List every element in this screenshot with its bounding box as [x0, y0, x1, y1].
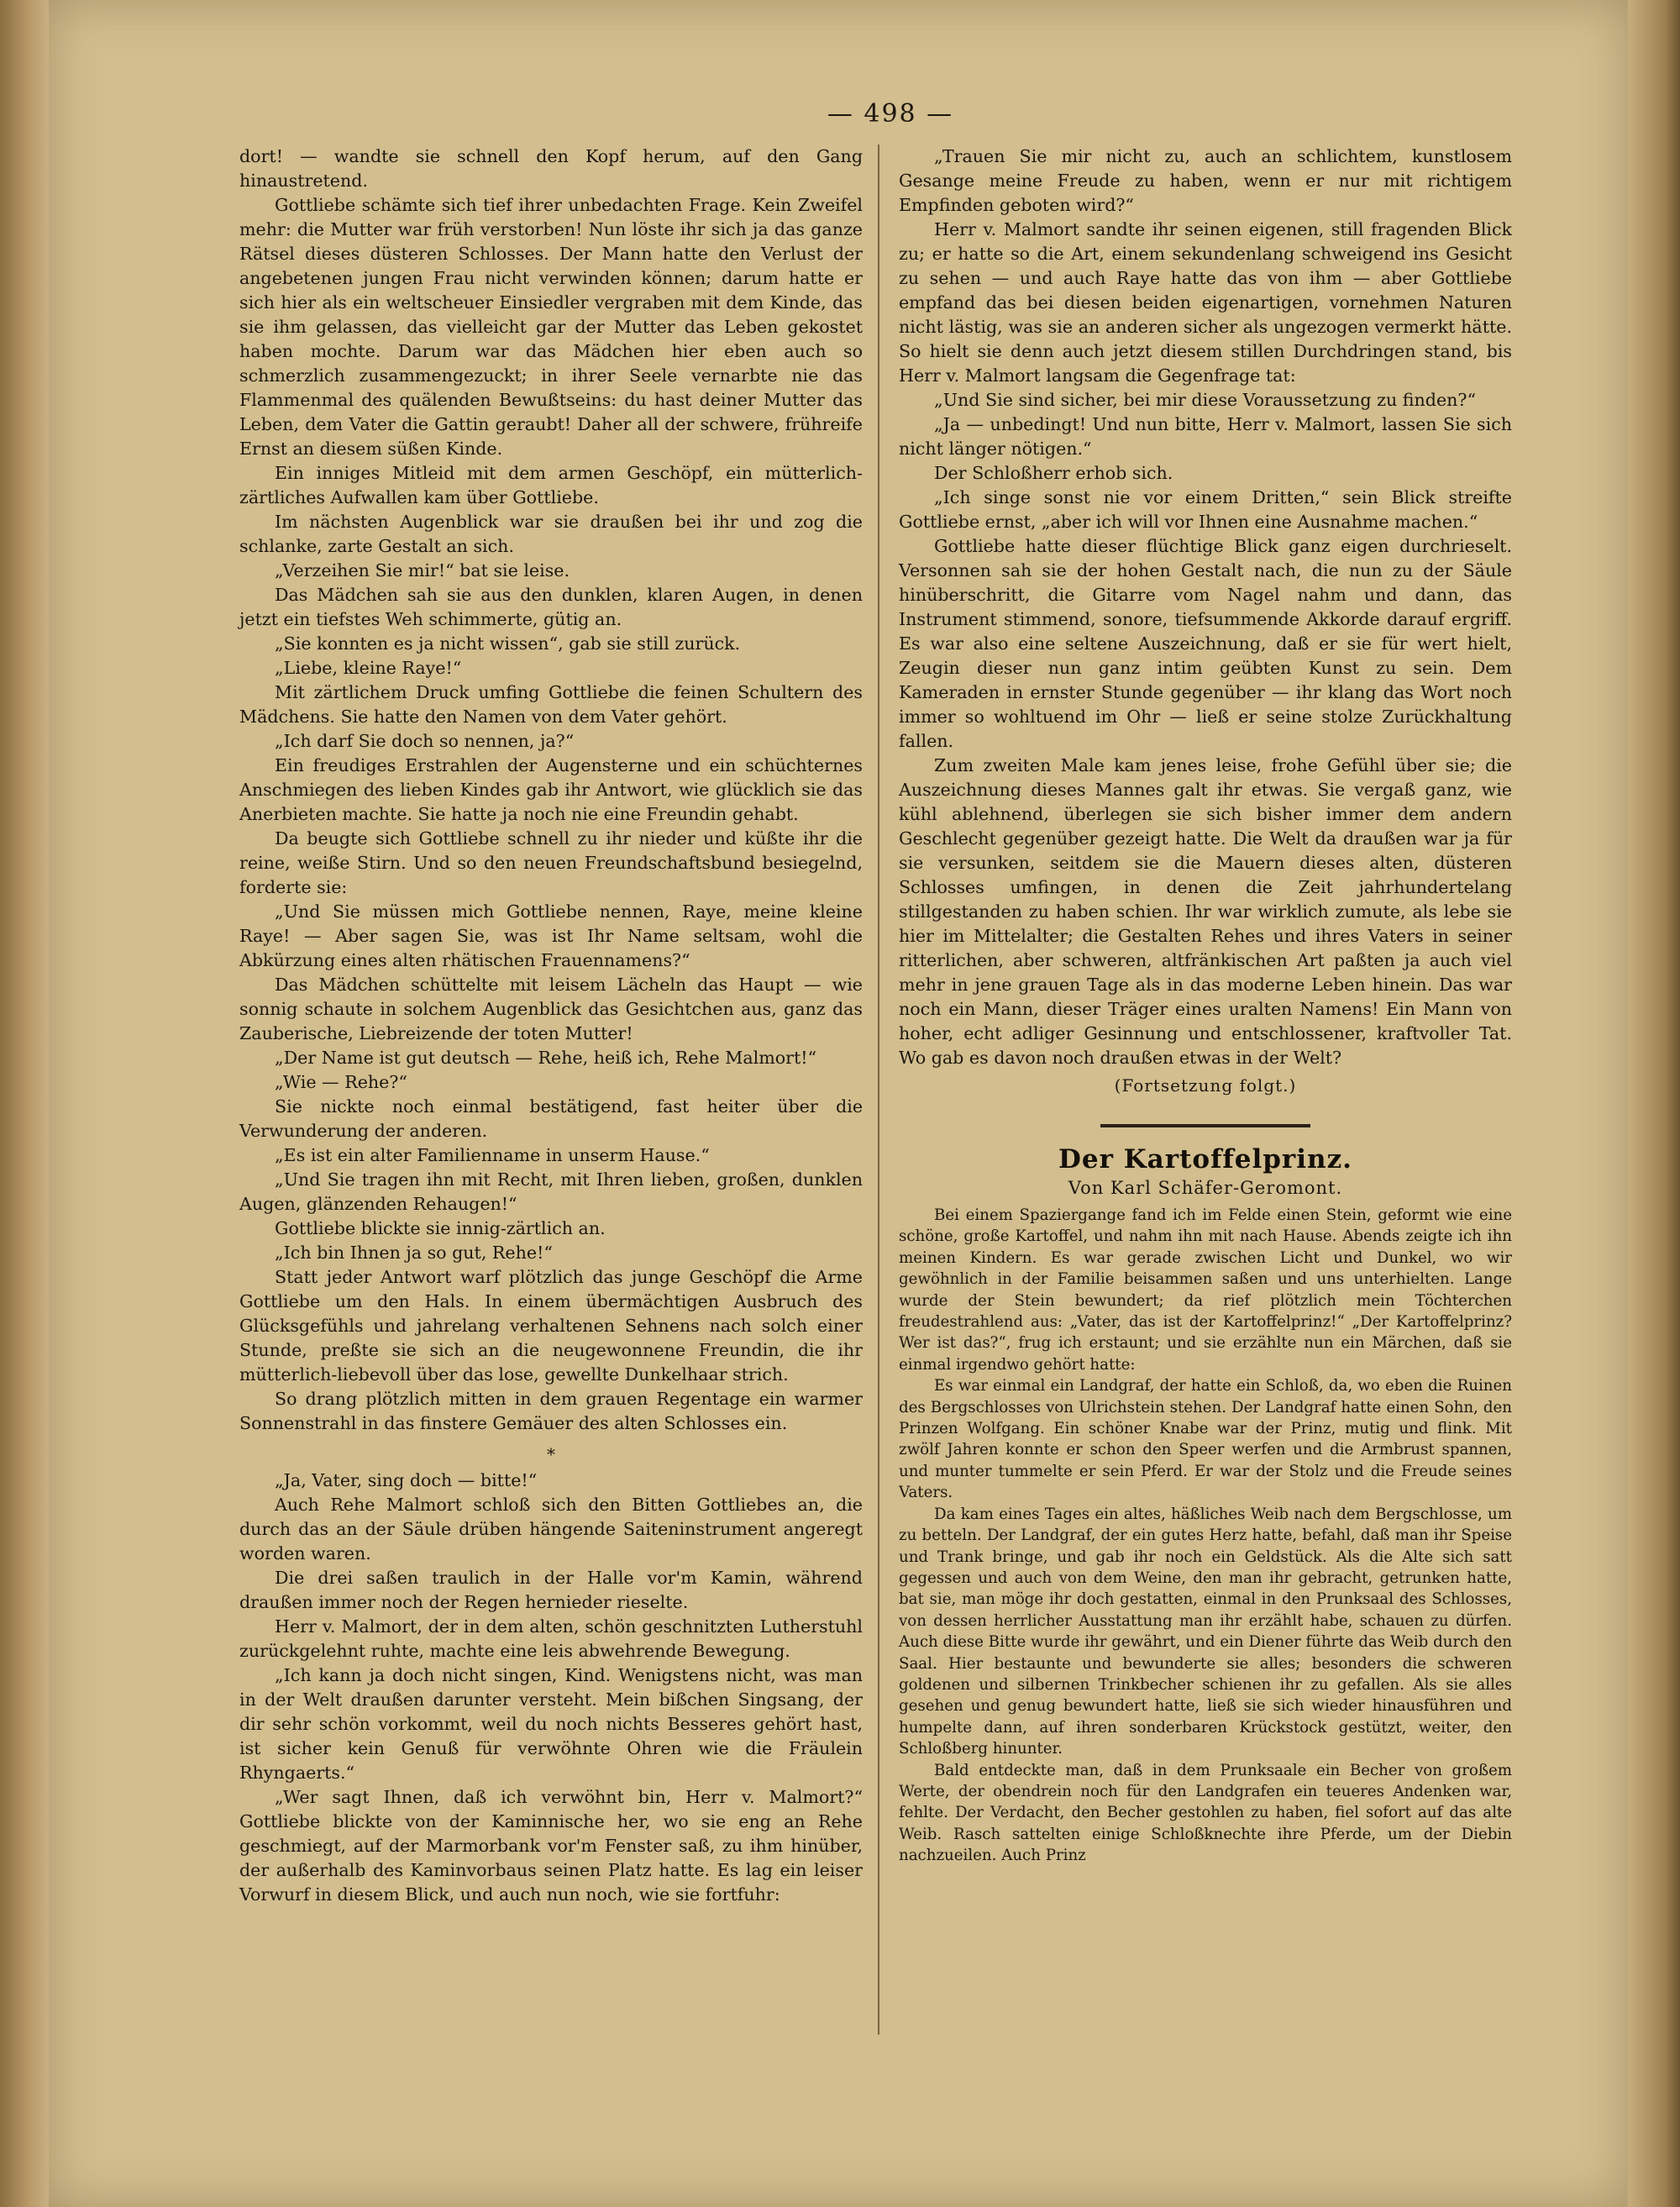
- paragraph: Da beugte sich Gottliebe schnell zu ihr nieder und küßte ihr die reine, weiße Stirn. Und so den neuen Freundschaftsbund besiegelnd, forderte sie:: [239, 828, 863, 897]
- paragraph: Im nächsten Augenblick war sie draußen bei ihr und zog die schlanke, zarte Gestalt an sich.: [239, 512, 863, 556]
- page-number: — 498 —: [827, 99, 954, 129]
- paragraph: „Ich singe sonst nie vor einem Dritten,“ sein Blick streifte Gottliebe ernst, „aber ich will vor Ihnen eine Ausnahme machen.“: [899, 487, 1512, 532]
- left-column: [239, 145, 863, 2043]
- paragraph: Ein freudiges Erstrahlen der Augensterne und ein schüchternes Anschmiegen des lieben Kindes gab ihr Antwort, wie glücklich sie das Anerbieten machte. Sie hatte ja noch nie eine Freundin gehabt.: [239, 755, 863, 824]
- paragraph: Statt jeder Antwort warf plötzlich das junge Geschöpf die Arme Gottliebe um den Hals. In einem übermächtigen Ausbruch des Glücksgefühls und jahrelang verhaltenen Sehnens nach solch einer Stunde, preßte sie sich an die neugewonnene Freundin, die ihr mütterlich-liebevoll über das lose, gewellte Dunkelhaar strich.: [239, 1267, 863, 1385]
- paragraph: „Ich bin Ihnen ja so gut, Rehe!“: [275, 1243, 553, 1263]
- paragraph: „Wie — Rehe?“: [275, 1072, 407, 1092]
- paragraph: „Wer sagt Ihnen, daß ich verwöhnt bin, Herr v. Malmort?“ Gottliebe blickte von der Kaminnische her, wo sie eng an Rehe geschmiegt, auf der Marmorbank vor'm Fenster saß, zu ihm hinüber, der außerhalb des Kaminvorbaus seinen Platz hatte. Es lag ein leiser Vorwurf in diesem Blick, und auch nun noch, wie sie fortfuhr:: [239, 1787, 863, 1905]
- paragraph: „Ich darf Sie doch so nennen, ja?“: [275, 731, 575, 751]
- paragraph: „Und Sie tragen ihn mit Recht, mit Ihren lieben, großen, dunklen Augen, glänzenden Rehaugen!“: [239, 1169, 863, 1214]
- paragraph: Mit zärtlichem Druck umfing Gottliebe die feinen Schultern des Mädchens. Sie hatte den Namen von dem Vater gehört.: [239, 682, 863, 727]
- paragraph: Auch Rehe Malmort schloß sich den Bitten Gottliebes an, die durch das an der Säule drüben hängende Saiteninstrument angeregt worden waren.: [239, 1495, 863, 1563]
- paragraph: Ein inniges Mitleid mit dem armen Geschöpf, ein mütterlich-zärtliches Aufwallen kam über Gottliebe.: [239, 463, 863, 507]
- paragraph: „Ja — unbedingt! Und nun bitte, Herr v. Malmort, lassen Sie sich nicht länger nötigen.“: [899, 414, 1512, 459]
- page-binding-edge: [0, 0, 49, 2207]
- paragraph: dort! — wandte sie schnell den Kopf herum, auf den Gang hinaustretend.: [239, 146, 863, 191]
- paragraph: Herr v. Malmort sandte ihr seinen eigenen, still fragenden Blick zu; er hatte so die Art, einem sekundenlang schweigend ins Gesicht zu sehen — und auch Raye hatte das von ihm — aber Gottliebe empfand das bei diesen beiden eigenartigen, vornehmen Naturen nicht lästig, was sie an anderen sicher als ungezogen vermerkt hätte. So hielt sie denn auch jetzt diesem stillen Durchdringen stand, bis Herr v. Malmort langsam die Gegenfrage tat:: [899, 219, 1512, 386]
- paragraph: Gottliebe schämte sich tief ihrer unbedachten Frage. Kein Zweifel mehr: die Mutter war früh verstorben! Nun löste ihr sich ja das ganze Rätsel dieses düsteren Schlosses. Der Mann hatte den Verlust der angebetenen jungen Frau nicht verwinden können; darum hatte er sich hier als ein weltscheuer Einsiedler vergraben mit dem Kinde, das sie ihm gelassen, das vielleicht gar der Mutter das Leben gekostet haben mochte. Darum war das Mädchen hier eben auch so schmerzlich zusammengezuckt; in ihrer Seele vernarbte nie das Flammenmal des quälenden Bewußtseins: du hast deiner Mutter das Leben, dem Vater die Gattin geraubt! Daher all der schwere, frühreife Ernst an diesem süßen Kinde.: [239, 195, 863, 459]
- article-byline: Von Karl Schäfer-Geromont.: [1068, 1178, 1343, 1198]
- paragraph: „Der Name ist gut deutsch — Rehe, heiß ich, Rehe Malmort!“: [275, 1048, 817, 1068]
- to-be-continued-note: (Fortsetzung folgt.): [1114, 1075, 1297, 1096]
- next-page-edge: [1628, 0, 1680, 2207]
- paragraph: Gottliebe blickte sie innig-zärtlich an.: [275, 1218, 606, 1238]
- section-break-asterisk: *: [547, 1444, 555, 1464]
- paragraph: Das Mädchen sah sie aus den dunklen, klaren Augen, in denen jetzt ein tiefstes Weh schimmerte, gütig an.: [239, 585, 863, 629]
- paragraph: Der Schloßherr erhob sich.: [934, 463, 1173, 483]
- column-divider: [878, 145, 879, 2035]
- paragraph: „Und Sie sind sicher, bei mir diese Voraussetzung zu finden?“: [934, 390, 1477, 410]
- paragraph: Gottliebe hatte dieser flüchtige Blick ganz eigen durchrieselt. Versonnen sah sie der hohen Gestalt nach, die nun zu der Säule hinüberschritt, die Gitarre vom Nagel nahm und dann, das Instrument stimmend, sonore, tiefsummende Akkorde darauf ergriff. Es war also eine seltene Auszeichnung, daß er sie für wert hielt, Zeugin dieser nun ganz intim geübten Kunst zu sein. Dem Kameraden in ernster Stunde gegenüber — ihr klang das Wort noch immer so wohltuend im Ohr — ließ er seine stolze Zurückhaltung fallen.: [899, 536, 1512, 751]
- paragraph: Zum zweiten Male kam jenes leise, frohe Gefühl über sie; die Auszeichnung dieses Mannes galt ihr etwas. Sie vergaß ganz, wie kühl ablehnend, überlegen sie sich bisher immer dem andern Geschlecht gegenüber gezeigt hatte. Die Welt da draußen war ja für sie versunken, seitdem sie die Mauern dieses alten, düsteren Schlosses umfingen, in denen die Zeit jahrhundertelang stillgestanden zu haben schien. Ihr war wirklich zumute, als lebe sie hier im Mittelalter; die Gestalten Rehes und ihres Vaters in seiner ritterlichen, aber schweren, altfränkischen Art paßten ja auch viel mehr in jene grauen Tage als in das moderne Leben hinein. Das war noch ein Mann, dieser Träger eines uralten Namens! Ein Mann von hoher, echt adliger Gesinnung und entschlossener, kraftvoller Tat. Wo gab es davon noch draußen etwas in der Welt?: [899, 755, 1512, 1068]
- paragraph: Sie nickte noch einmal bestätigend, fast heiter über die Verwunderung der anderen.: [239, 1096, 863, 1141]
- article-kartoffelprinz: [899, 1144, 1512, 1867]
- paragraph: „Liebe, kleine Raye!“: [275, 658, 462, 678]
- novel-continuation: [899, 145, 1512, 1096]
- paragraph: „Verzeihen Sie mir!“ bat sie leise.: [275, 560, 570, 581]
- paragraph: Das Mädchen schüttelte mit leisem Lächeln das Haupt — wie sonnig schaute in solchem Augenblick das Gesichtchen aus, ganz das Zauberische, Liebreizende der toten Mutter!: [239, 975, 863, 1043]
- paragraph: „Es ist ein alter Familienname in unserm Hause.“: [275, 1145, 710, 1165]
- article-separator-rule: [1100, 1124, 1310, 1127]
- paragraph: Es war einmal ein Landgraf, der hatte ein Schloß, da, wo eben die Ruinen des Bergschlosses von Ulrichstein stehen. Der Landgraf hatte einen Sohn, den Prinzen Wolfgang. Ein schöner Knabe war der Prinz, mutig und flink. Mit zwölf Jahren konnte er schon den Speer werfen und die Armbrust spannen, und munter tummelte er sein Pferd. Er war der Stolz und die Freude seines Vaters.: [899, 1377, 1512, 1502]
- paragraph: „Sie konnten es ja nicht wissen“, gab sie still zurück.: [275, 633, 741, 654]
- paragraph: „Und Sie müssen mich Gottliebe nennen, Raye, meine kleine Raye! — Aber sagen Sie, was ist Ihr Name seltsam, wohl die Abkürzung eines alten rhätischen Frauennamens?“: [239, 901, 863, 970]
- paragraph: „Ja, Vater, sing doch — bitte!“: [275, 1470, 538, 1490]
- paragraph: Bei einem Spaziergange fand ich im Felde einen Stein, geformt wie eine schöne, große Kartoffel, und nahm ihn mit nach Hause. Abends zeigte ich ihn meinen Kindern. Es war gerade zwischen Licht und Dunkel, wo wir gewöhnlich in der Familie beisammen saßen und uns unterhielten. Lange wurde der Stein bewundert; da rief plötzlich mein Töchterchen freudestrahlend aus: „Vater, das ist der Kartoffelprinz!“ „Der Kartoffelprinz? Wer ist das?“, frug ich erstaunt; und sie erzählte nun ein Märchen, daß sie einmal irgendwo gehört hatte:: [899, 1206, 1512, 1374]
- paragraph: Bald entdeckte man, daß in dem Prunksaale ein Becher von großem Werte, der obendrein noch für den Landgrafen ein teueres Andenken war, fehlte. Der Verdacht, den Becher gestohlen zu haben, fiel sofort auf das alte Weib. Rasch sattelten einige Schloßknechte ihre Pferde, um der Diebin nachzueilen. Auch Prinz: [899, 1761, 1512, 1865]
- paragraph: So drang plötzlich mitten in dem grauen Regentage ein warmer Sonnenstrahl in das finstere Gemäuer des alten Schlosses ein.: [239, 1389, 863, 1433]
- paragraph: Da kam eines Tages ein altes, häßliches Weib nach dem Bergschlosse, um zu betteln. Der Landgraf, der ein gutes Herz hatte, befahl, daß man ihr Speise und Trank bringe, und gab ihr noch ein Geldstück. Als die Alte sich satt gegessen und auch von dem Weine, den man ihr gebracht, getrunken hatte, bat sie, man möge ihr doch gestatten, einmal in den Prunksaal des Schlosses, von dessen herrlicher Ausstattung man ihr erzählt habe, schauen zu dürfen. Auch diese Bitte wurde ihr gewährt, und ein Diener führte das Weib durch den Saal. Hier bestaunte und bewunderte sie alles; besonders die schweren goldenen und silbernen Trinkbecher schienen ihr zu gefallen. Als sie alles gesehen und genug bewundert hatte, ließ sie sich wieder hinausführen und humpelte dann, auf ihren sonderbaren Krückstock gestützt, weiter, den Schloßberg hinunter.: [899, 1505, 1512, 1758]
- paragraph: „Ich kann ja doch nicht singen, Kind. Wenigstens nicht, was man in der Welt draußen darunter versteht. Mein bißchen Singsang, der dir sehr schön vorkommt, weil du noch nichts Besseres gehört hast, ist sicher kein Genuß für verwöhnte Ohren wie die Fräulein Rhyngaerts.“: [239, 1665, 863, 1783]
- right-column: [899, 145, 1512, 2194]
- paragraph: „Trauen Sie mir nicht zu, auch an schlichtem, kunstlosem Gesange meine Freude zu haben, wenn er nur mit richtigem Empfinden geboten wird?“: [899, 146, 1512, 215]
- paragraph: Herr v. Malmort, der in dem alten, schön geschnitzten Lutherstuhl zurückgelehnt ruhte, machte eine leis abwehrende Bewegung.: [239, 1616, 863, 1661]
- article-title: Der Kartoffelprinz.: [1058, 1144, 1352, 1174]
- paragraph: Die drei saßen traulich in der Halle vor'm Kamin, während draußen immer noch der Regen hernieder rieselte.: [239, 1568, 863, 1612]
